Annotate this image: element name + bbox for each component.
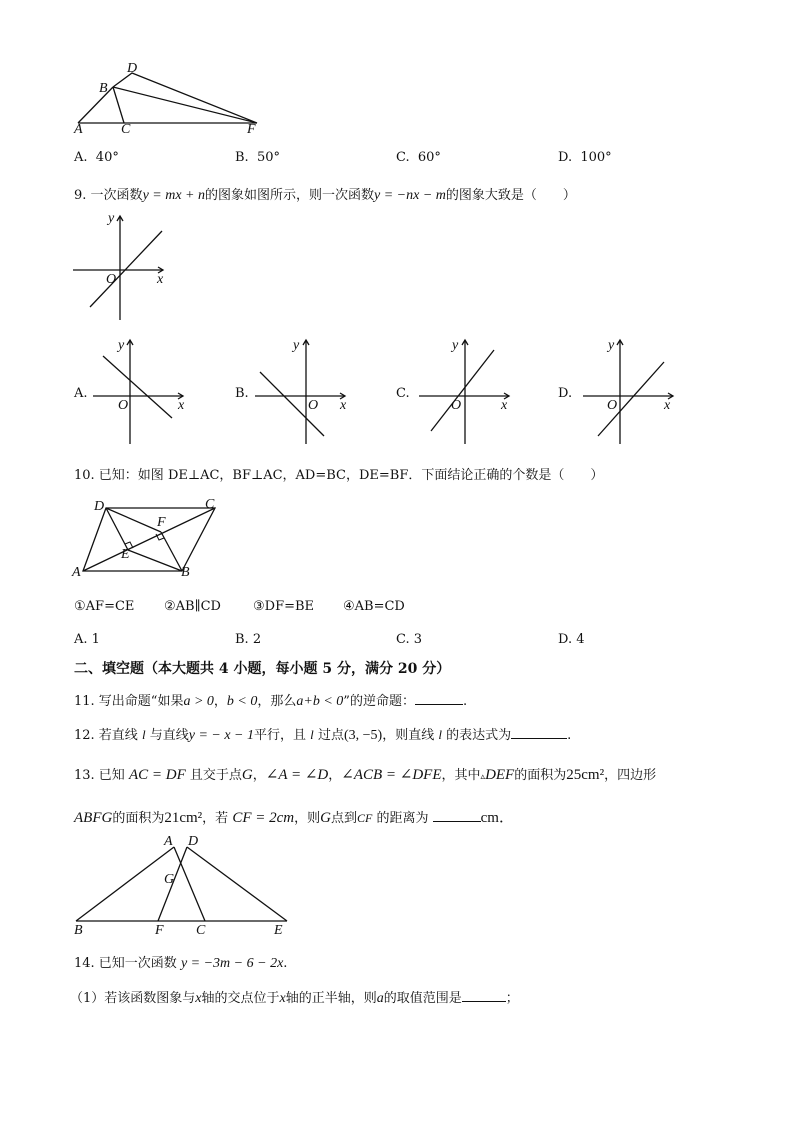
q9-d-x: x: [664, 398, 671, 413]
q13-label-d: D: [188, 834, 199, 849]
q10-option-c[interactable]: C. 3: [396, 632, 423, 647]
q9-c-y: y: [452, 338, 459, 353]
q9-option-c-graph[interactable]: [414, 336, 519, 446]
q10-conclusion-4: ④AB=CD: [343, 599, 405, 614]
q8-label-b: B: [99, 81, 108, 96]
function-line: [90, 231, 162, 307]
q9-option-a[interactable]: A.: [74, 386, 88, 401]
q13-segment-ac: [174, 847, 205, 921]
q9-main-x: x: [157, 272, 164, 287]
q10-segment-de: [106, 508, 128, 550]
q9-a-x: x: [178, 398, 185, 413]
q11-stem: 11. 写出命题“如果a > 0，b < 0，那么a+b < 0”的逆命题： .: [74, 694, 468, 709]
q10-stem: 10. 已知：如图 DE⊥AC，BF⊥AC，AD=BC，DE=BF．下面结论正确的个数是（ ）: [74, 468, 604, 483]
q10-option-d[interactable]: D. 4: [558, 632, 585, 647]
q14-sub1: （1）若该函数图象与x轴的交点位于x轴的正半轴，则a的取值范围是 ；: [70, 991, 519, 1006]
q8-label-c: C: [121, 122, 131, 137]
q13-label-f: F: [155, 923, 164, 938]
q12-answer-blank[interactable]: [511, 726, 567, 739]
q9-b-x: x: [340, 398, 347, 413]
q13-stem-line1: 13. 已知 AC = DF 且交于点G，∠A = ∠D，∠ACB = ∠DFE，其中▵DEF的面积为25cm²，四边形: [74, 767, 657, 783]
q10-segment-df: [106, 508, 161, 532]
q10-label-a: A: [72, 565, 81, 580]
q13-stem-line2: ABFG的面积为21cm²，若 CF = 2cm，则G点到CF 的距离为 cm．: [74, 810, 514, 826]
q9-option-d-graph[interactable]: [578, 336, 683, 446]
q10-option-b[interactable]: B. 2: [235, 632, 262, 647]
section-2-title: 二、填空题（本大题共 4 小题，每小题 5 分，满分 20 分）: [74, 661, 451, 677]
q8-label-d: D: [127, 61, 138, 76]
q10-conclusion-1: ①AF=CE: [74, 599, 135, 614]
q14-sub1-answer-blank[interactable]: [462, 989, 506, 1002]
q8-option-b[interactable]: B. 50°: [235, 150, 280, 165]
q8-triangle-bdf: [113, 73, 257, 123]
q9-a-o: O: [118, 398, 129, 413]
q13-answer-blank[interactable]: [433, 809, 481, 822]
q9-main-y: y: [108, 211, 115, 226]
q10-segment-be: [128, 550, 182, 571]
q8-option-d[interactable]: D. 100°: [558, 150, 612, 165]
q9-d-y: y: [608, 338, 615, 353]
q9-option-b-graph[interactable]: [250, 336, 355, 446]
q10-label-d: D: [94, 499, 105, 514]
q13-label-a: A: [164, 834, 173, 849]
q13-segment-de: [187, 847, 287, 921]
q9-option-d[interactable]: D.: [558, 386, 573, 401]
q8-option-a[interactable]: A. 40°: [74, 150, 119, 165]
q9-b-o: O: [308, 398, 319, 413]
q9-b-y: y: [293, 338, 300, 353]
q10-label-b: B: [181, 565, 190, 580]
q10-label-f: F: [157, 515, 166, 530]
q9-stem: 9. 一次函数y = mx + n的图象如图所示，则一次函数y = −nx − m的图象大致是（ ）: [74, 188, 576, 203]
q14-stem: 14. 已知一次函数 y = −3m − 6 − 2x.: [74, 956, 288, 971]
q9-c-x: x: [501, 398, 508, 413]
q9-main-o: O: [106, 272, 117, 287]
q10-conclusion-3: ③DF=BE: [253, 599, 315, 614]
q8-label-f: F: [247, 122, 256, 137]
q13-label-b: B: [74, 923, 83, 938]
q10-conclusion-2: ②AB∥CD: [164, 599, 221, 614]
q9-option-b[interactable]: B.: [235, 386, 249, 401]
function-line: [431, 350, 494, 431]
q13-label-e: E: [274, 923, 283, 938]
q11-answer-blank[interactable]: [415, 692, 463, 705]
q13-label-c: C: [196, 923, 206, 938]
q9-d-o: O: [607, 398, 618, 413]
q10-option-a[interactable]: A. 1: [74, 632, 100, 647]
q10-segment-bf: [161, 532, 182, 571]
q8-option-c[interactable]: C. 60°: [396, 150, 441, 165]
q12-stem: 12. 若直线 l 与直线y = − x − 1平行，且 l 过点(3, −5)，则直线 l 的表达式为 .: [74, 727, 572, 743]
q10-label-e: E: [121, 547, 130, 562]
q8-figure: [70, 60, 270, 140]
q9-main-graph: [70, 213, 170, 323]
function-line: [103, 356, 172, 418]
q9-c-o: O: [451, 398, 462, 413]
q13-figure: [70, 836, 295, 926]
q8-segment-bc: [113, 87, 124, 123]
q9-a-y: y: [118, 338, 125, 353]
q9-option-a-graph[interactable]: [88, 336, 193, 446]
q9-option-c[interactable]: C.: [396, 386, 410, 401]
q10-label-c: C: [205, 497, 215, 512]
q8-label-a: A: [74, 122, 83, 137]
q13-segment-ab: [76, 847, 174, 921]
q13-label-g: G: [164, 872, 175, 887]
